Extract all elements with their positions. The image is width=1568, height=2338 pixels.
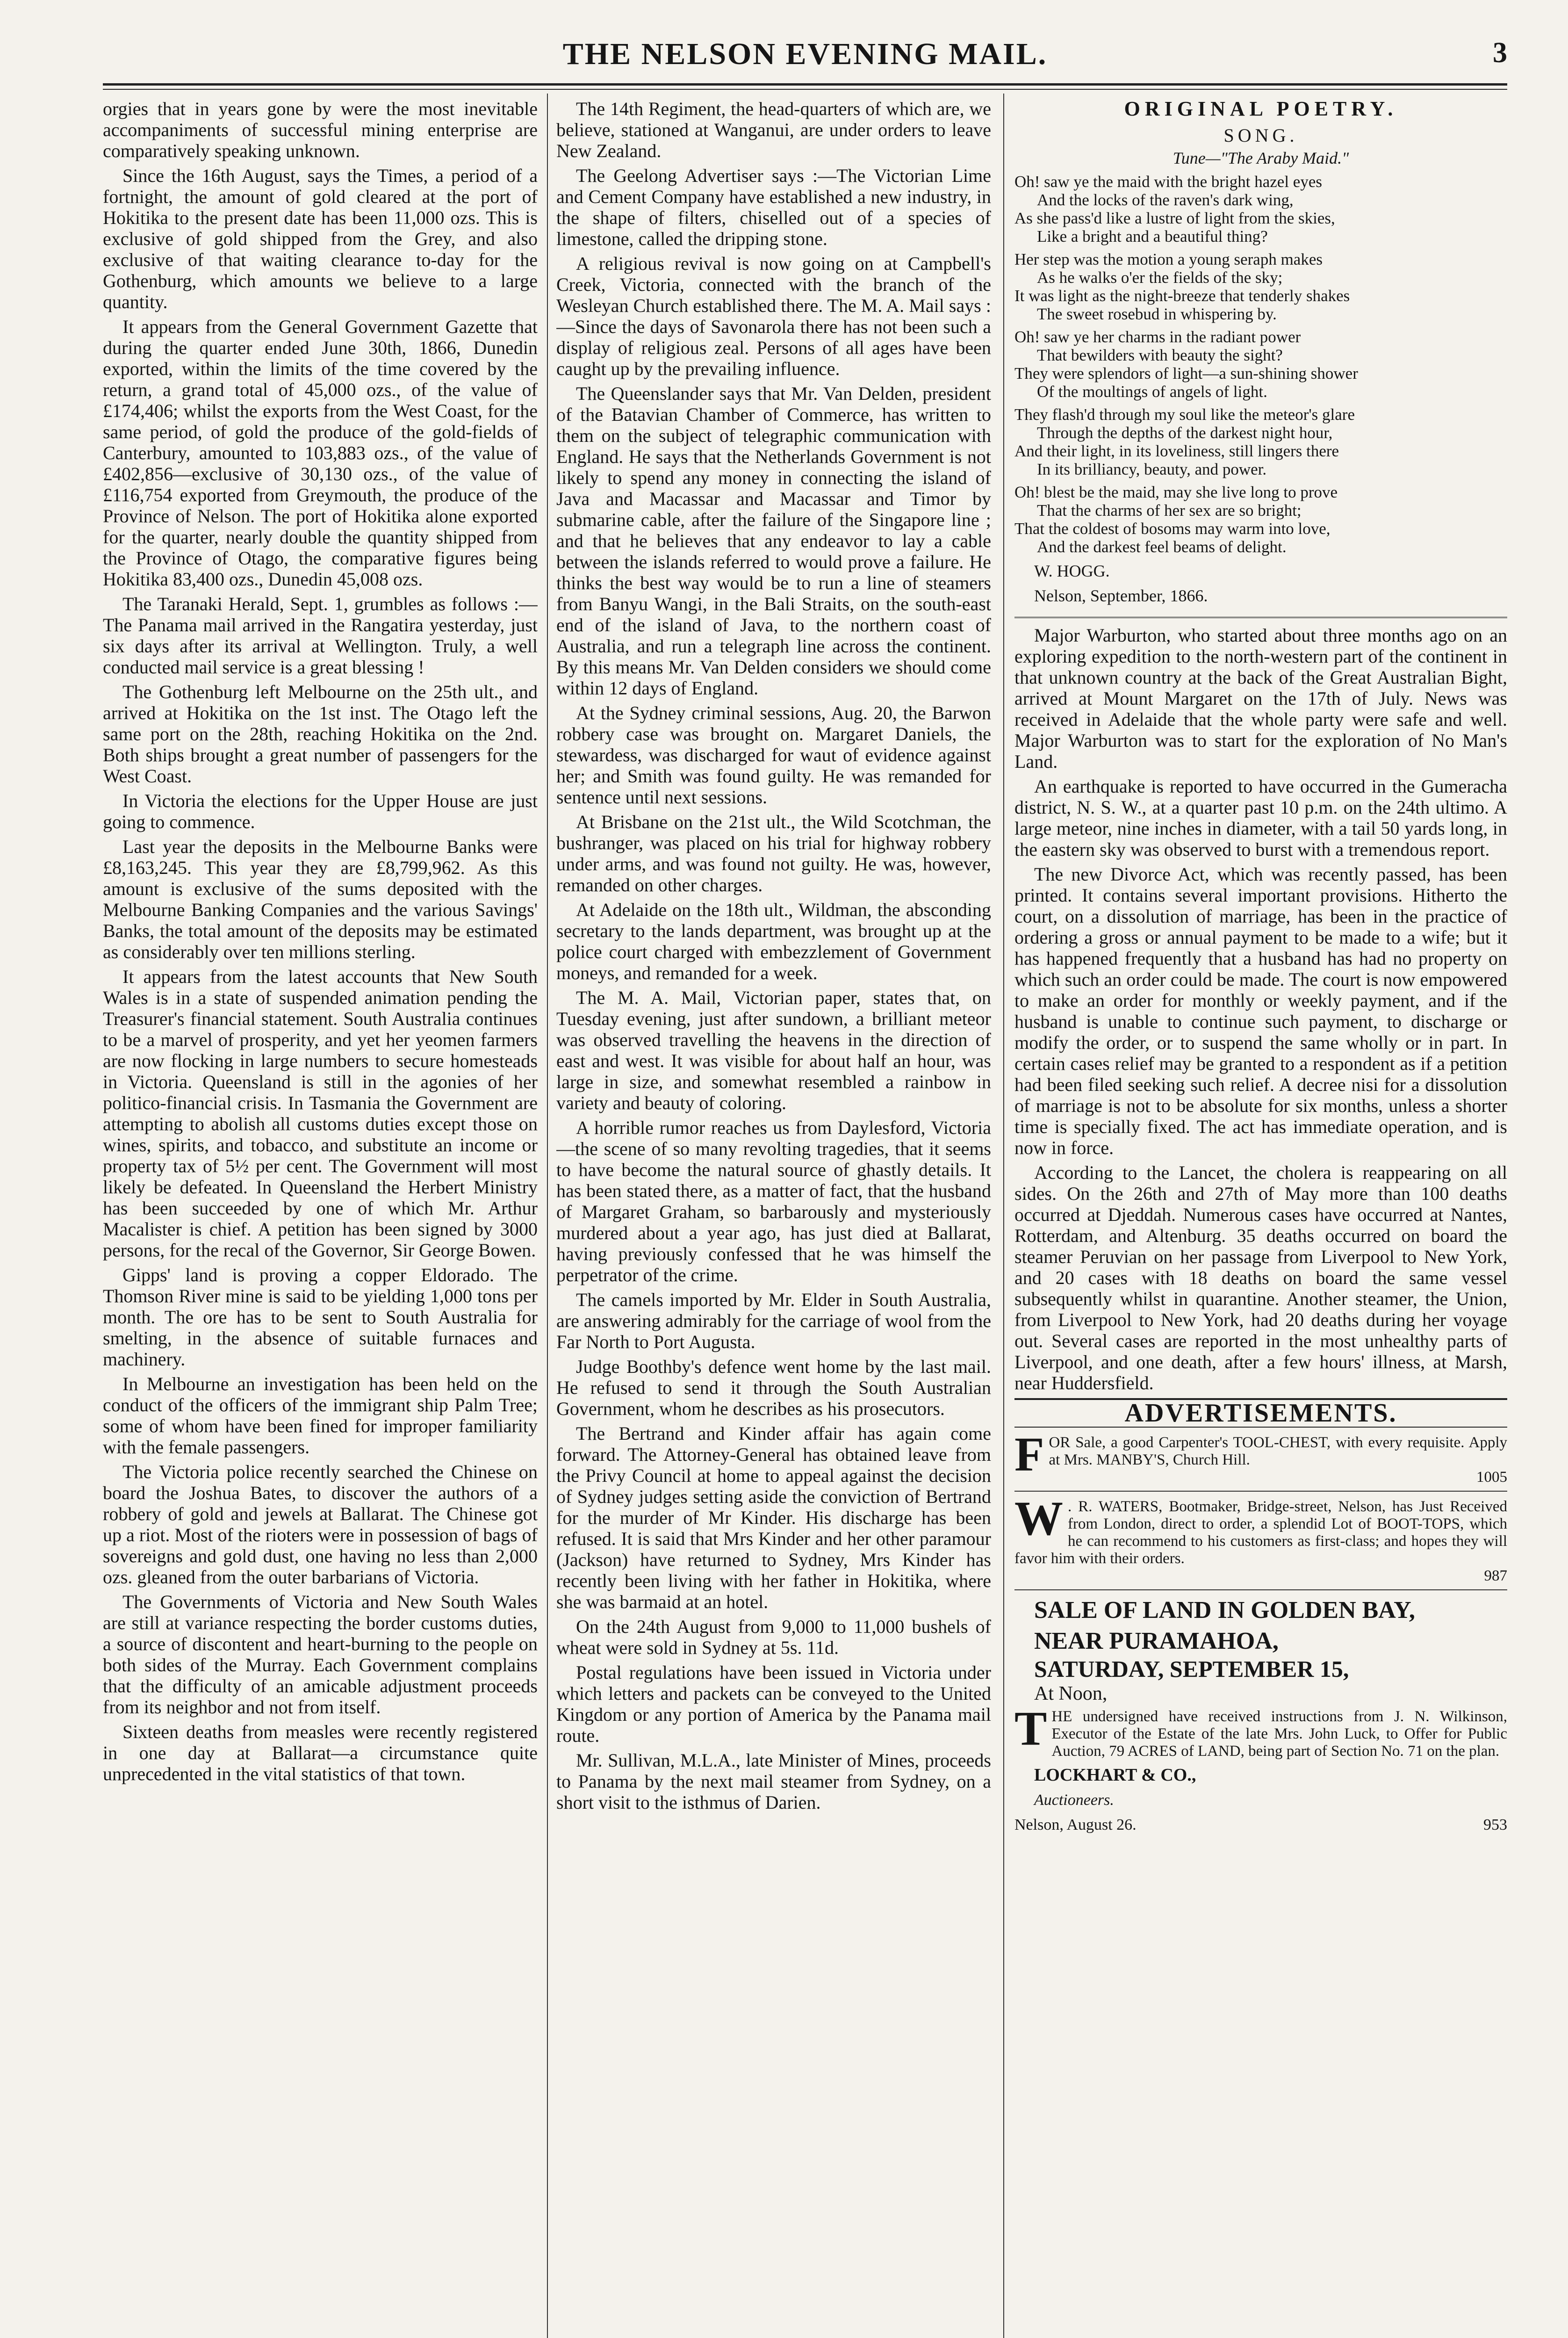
poem-line: Her step was the motion a young seraph makes (1014, 250, 1323, 268)
article-paragraph: An earthquake is reported to have occurred in the Gumeracha district, N. S. W., at a quarter past 10 p.m. on the 24th ultimo. A large meteor, nine inches in diameter, with a tail 50 yards long, in the eastern sky was observed to burst with a tremendous report. (1014, 776, 1507, 860)
sale-text: HE undersigned have received instructions from J. N. Wilkinson, Executor of the Estate of the late Mrs. John Luck, to Offer for Public Auction, 79 ACRES of LAND, being part of Section No. 71 on the plan. (1051, 1708, 1507, 1760)
poetry-section (1014, 98, 1507, 618)
poem-line: Of the moultings of angels of light. (1037, 382, 1267, 401)
article-paragraph: At Adelaide on the 18th ult., Wildman, the absconding secretary to the lands department, was brought up at the police court charged with embezzlement of Government moneys, and remanded for a week. (556, 899, 991, 983)
poem-line: That bewilders with beauty the sight? (1037, 346, 1283, 364)
page-number: 3 (1493, 37, 1507, 69)
song-title: SONG. (1223, 125, 1298, 146)
poem-verse (1014, 328, 1507, 401)
poem-author: W. HOGG. (1034, 562, 1110, 580)
sale-body (1014, 1702, 1507, 1765)
masthead (103, 36, 1507, 79)
poem-verse (1014, 405, 1507, 478)
article-paragraph: orgies that in years gone by were the most inevitable accompaniments of successful mining enterprise are comparatively speaking unknown. (103, 98, 538, 161)
poem-verse (1014, 173, 1507, 245)
poem-line: It was light as the night-breeze that tenderly shakes (1014, 287, 1350, 305)
article-paragraph: Gipps' land is proving a copper Eldorado. The Thomson River mine is said to be yielding 1,000 tons per month. The ore has to be sent to South Australia for smelting, in the absence of suitable furnaces and machinery. (103, 1264, 538, 1370)
advertisements-heading: ADVERTISEMENTS. (1014, 1398, 1507, 1428)
drop-cap: W (1014, 1492, 1063, 1545)
article-paragraph: Last year the deposits in the Melbourne Banks were £8,163,245. This year they are £8,799,962. As this amount is exclusive of the sums deposited with the Melbourne Banking Companies and the various Savings' Banks, the total amount of the deposits may be estimated as considerably over ten millions sterling. (103, 836, 538, 962)
article-paragraph: Postal regulations have been issued in Victoria under which letters and packets can be conveyed to the United Kingdom or any portion of America by the Panama mail route. (556, 1662, 991, 1746)
drop-cap: F (1014, 1428, 1044, 1481)
article-paragraph: Mr. Sullivan, M.L.A., late Minister of Mines, proceeds to Panama by the next mail steamer from Sydney, on a short visit to the isthmus of Darien. (556, 1750, 991, 1813)
article-paragraph: It appears from the General Government Gazette that during the quarter ended June 30th, 1866, Dunedin exported, within the limits of the time covered by the return, a grand total of 45,000 ozs., of the value of £174,406; whilst the exports from the West Coast, for the same period, of gold the produce of the gold-fields of Canterbury, amounted to 103,883 ozs., of the value of £402,856—exclusive of 30,130 ozs., of the value of £116,754 exported from Greymouth, the produce of the Province of Nelson. The port of Hokitika alone exported for the quarter, nearly double the quantity shipped from the Province of Otago, the comparative figures being Hokitika 83,400 ozs., Dunedin 45,008 ozs. (103, 316, 538, 590)
column-divider (1003, 94, 1004, 2338)
article-paragraph: The Governments of Victoria and New South Wales are still at variance respecting the border customs duties, a source of discontent and heart-burning to the people on both sides of the Murray. Each Government complains that the difficulty of an amicable adjustment proceeds from its neighbor and not from itself. (103, 1591, 538, 1717)
article-paragraph: A religious revival is now going on at Campbell's Creek, Victoria, connected with the branch of the Wesleyan Church established there. The M. A. Mail says :—Since the days of Savonarola there has not been such a display of religious zeal. Persons of all ages have been caught up by the prevailing influence. (556, 253, 991, 379)
article-paragraph: The M. A. Mail, Victorian paper, states that, on Tuesday evening, just after sundown, a brilliant meteor was observed travelling the heavens in the direction of east and west. It was visible for about half an hour, was large in size, and somewhat resembled a rainbow in variety and beauty of coloring. (556, 987, 991, 1113)
poem-line: That the coldest of bosoms may warm into love, (1014, 520, 1331, 538)
sale-heading: SALE OF LAND IN GOLDEN BAY, (1034, 1597, 1415, 1624)
article-paragraph: The 14th Regiment, the head-quarters of which are, we believe, stationed at Wanganui, are under orders to leave New Zealand. (556, 98, 991, 161)
advertisement-number: 953 (1483, 1816, 1507, 1833)
poem-line: The sweet rosebud in whispering by. (1037, 305, 1277, 323)
poem-line: Oh! saw ye the maid with the bright hazel eyes (1014, 173, 1322, 191)
poem-line: And the locks of the raven's dark wing, (1037, 191, 1294, 209)
article-paragraph: Major Warburton, who started about three months ago on an exploring expedition to the north-western part of the continent in that unknown country at the back of the Great Australian Bight, arrived at Mount Margaret on the 17th of July. News was received in Adelaide that the whole party were safe and well. Major Warburton was to start for the exploration of No Man's Land. (1014, 625, 1507, 772)
poem-line: Through the depths of the darkest night hour, (1037, 424, 1333, 442)
poem-verse (1014, 250, 1507, 323)
advertisement-text: OR Sale, a good Carpenter's TOOL-CHEST, with every requisite. Apply at Mrs. MANBY'S, Church Hill. (1049, 1434, 1507, 1468)
article-paragraph: The Victoria police recently searched the Chinese on board the Joshua Bates, to discover the authors of a robbery of gold and jewels at Ballarat. The Chinese got up a riot. Most of the rioters were in possession of bags of sovereigns and gold dust, one having no less than 2,000 ozs. gleaned from the outer barbarians of Victoria. (103, 1461, 538, 1588)
drop-cap: T (1014, 1702, 1047, 1755)
auctioneer-role: Auctioneers. (1034, 1791, 1114, 1809)
poem-line: Like a bright and a beautiful thing? (1037, 227, 1268, 245)
article-paragraph: A horrible rumor reaches us from Daylesford, Victoria—the scene of so many revolting tragedies, that it seems to have become the natural source of ghastly details. It has been stated there, as a matter of fact, that the husband of Margaret Graham, so barbarously and mysteriously murdered about a year ago, has just died at Ballarat, having previously confessed that he was himself the perpetrator of the crime. (556, 1117, 991, 1285)
column-1 (103, 98, 538, 2338)
newspaper-title: THE NELSON EVENING MAIL. (562, 37, 1048, 71)
poem-line: Oh! blest be the maid, may she live long to prove (1014, 483, 1338, 501)
article-paragraph: According to the Lancet, the cholera is reappearing on all sides. On the 26th and 27th of May more than 100 deaths occurred at Djeddah. Numerous cases have occurred at Nantes, Rotterdam, and Altenburg. 35 deaths occurred on board the steamer Peruvian on her passage from Liverpool to New York, and 20 cases with 18 deaths on board the same vessel subsequently whilst in quarantine. Another steamer, the Union, from Liverpool to New York, had 20 deaths during her voyage out. Several cases are reported in the most unhealthy parts of Liverpool, and one death, after a few hours' illness, at Marsh, near Huddersfield. (1014, 1162, 1507, 1393)
sale-dateline: Nelson, August 26. (1014, 1816, 1136, 1833)
land-sale-advertisement (1014, 1597, 1507, 1835)
column-divider (547, 94, 548, 2338)
column-3 (1014, 98, 1507, 2338)
advertisement (1014, 1492, 1507, 1590)
advertisement (1014, 1428, 1507, 1492)
article-paragraph: Judge Boothby's defence went home by the last mail. He refused to send it through the South Australian Government, whom he describes as his prosecutors. (556, 1356, 991, 1419)
poem-line: They flash'd through my soul like the meteor's glare (1014, 405, 1355, 424)
poem-line: That the charms of her sex are so bright; (1037, 501, 1302, 520)
article-paragraph: The new Divorce Act, which was recently passed, has been printed. It contains several important provisions. Hitherto the court, on a dissolution of marriage, has been in the practice of ordering a gross or annual payment to be made to a wife; but it has happened frequently that a husband has had no property on which such an order could be made. The court is now empowered to make an order for monthly or weekly payment, and if the husband is unable to continue such payment, to discharge or modify the order, or to suspend the same wholly or in part. In certain cases relief may be granted to a respondent as if a petition had been filed seeking such relief. A decree nisi for a dissolution of marriage is not to be absolute for six months, unless a shorter time is specially fixed. The act has immediate operation, and is now in force. (1014, 864, 1507, 1158)
article-paragraph: The Bertrand and Kinder affair has again come forward. The Attorney-General has obtained leave from the Privy Council at home to appeal against the decision of Sydney judges setting aside the conviction of Bertrand for the murder of Mr Kinder. His discharge has been refused. It is said that Mrs Kinder and her other paramour (Jackson) have returned to Sydney, Mrs Kinder has recently been living with her father in Hokitika, where she was barmaid at an hotel. (556, 1423, 991, 1612)
article-paragraph: At Brisbane on the 21st ult., the Wild Scotchman, the bushranger, was placed on his trial for highway robbery under arms, and was found not guilty. He was, however, remanded on other charges. (556, 811, 991, 895)
article-paragraph: Sixteen deaths from measles were recently registered in one day at Ballarat—a circumstance quite unprecedented in the vital statistics of that town. (103, 1721, 538, 1784)
article-paragraph: The camels imported by Mr. Elder in South Australia, are answering admirably for the carriage of wool from the Far North to Port Augusta. (556, 1289, 991, 1352)
poem-line: As she pass'd like a lustre of light from the skies, (1014, 209, 1335, 227)
article-paragraph: The Queenslander says that Mr. Van Delden, president of the Batavian Chamber of Commerce, has written to them on the subject of telegraphic communication with England. He says that the Netherlands Government is not likely to spend any money in connecting the island of Java and Macassar and Macassar and Timor by submarine cable, after the failure of the Singapore line ; and that he believes that any endeavor to lay a cable between the islands referred to would prove a failure. He thinks the best way would be to run a line of steamers from Banyu Wangi, in the Bali Straits, on the south-east end of the island of Java, to the northern coast of Australia, and run a telegraph line across the continent. By this means Mr. Van Delden considers we should come within 12 days of England. (556, 383, 991, 699)
article-paragraph: The Geelong Advertiser says :—The Victorian Lime and Cement Company have established a new industry, in the shape of filters, chiselled out of a species of limestone, called the dripping stone. (556, 165, 991, 249)
poem-line: And the darkest feel beams of delight. (1037, 538, 1287, 556)
song-tune: Tune—"The Araby Maid." (1172, 149, 1349, 167)
poem-verse (1014, 483, 1507, 556)
poem-line: In its brilliancy, beauty, and power. (1037, 460, 1267, 478)
sale-date: SATURDAY, SEPTEMBER 15, (1034, 1656, 1349, 1682)
article-paragraph: The Gothenburg left Melbourne on the 25th ult., and arrived at Hokitika on the 1st inst. The Otago left the same port on the 28th, reaching Hokitika on the 2nd. Both ships brought a great number of passengers for the West Coast. (103, 681, 538, 787)
article-paragraph: Since the 16th August, says the Times, a period of a fortnight, the amount of gold cleared at the port of Hokitika to the present date has been 11,000 ozs. This is exclusive of gold shipped from the Grey, and also exclusive of that waiting clearance to-day for the Gothenburg, which amounts we believe to a large quantity. (103, 165, 538, 312)
advertisement-text: . R. WATERS, Bootmaker, Bridge-street, Nelson, has Just Received from London, direct to order, a splendid Lot of BOOT-TOPS, which he can recommend to his customers as first-class; and hopes they will favor him with their orders. (1014, 1498, 1507, 1567)
advertisement-number: 1005 (1476, 1469, 1507, 1486)
article-paragraph: It appears from the latest accounts that New South Wales is in a state of suspended animation pending the Treasurer's financial statement. South Australia continues to be a marvel of prosperity, and yet her yeomen farmers are now flocking in large numbers to secure homesteads in Victoria. Queensland is still in the agonies of her politico-financial crisis. In Tasmania the Government are attempting to abolish all customs duties except those on wines, spirits, and tobacco, and substitute an income or property tax of 5½ per cent. The Government will most likely be defeated. In Queensland the Herbert Ministry has been succeeded by one of which Mr. Arthur Macalister is chief. A petition has been signed by 3000 persons, for the recal of the Governor, Sir George Bowen. (103, 966, 538, 1261)
masthead-rule-thin (103, 89, 1507, 90)
article-paragraph: In Victoria the elections for the Upper House are just going to commence. (103, 790, 538, 832)
auctioneer-name: LOCKHART & CO., (1034, 1765, 1196, 1785)
sale-location: NEAR PURAMAHOA, (1034, 1628, 1279, 1654)
article-paragraph: At the Sydney criminal sessions, Aug. 20, the Barwon robbery case was brought on. Margaret Daniels, the stewardess, was discharged for waut of evidence against her; and Smith was found guilty. He was remanded for sentence until next sessions. (556, 702, 991, 808)
article-paragraph: On the 24th August from 9,000 to 11,000 bushels of wheat were sold in Sydney at 5s. 11d. (556, 1616, 991, 1658)
column-2 (556, 98, 991, 2338)
sale-footer (1014, 1814, 1507, 1835)
poem-line: As he walks o'er the fields of the sky; (1037, 268, 1283, 287)
advertisement-number: 987 (1484, 1567, 1507, 1584)
poem-line: And their light, in its loveliness, still lingers there (1014, 442, 1339, 460)
poetry-heading: ORIGINAL POETRY. (1124, 98, 1398, 120)
poem-dateline: Nelson, September, 1866. (1034, 586, 1208, 605)
sale-time: At Noon, (1034, 1683, 1108, 1704)
masthead-rule (103, 83, 1507, 86)
article-paragraph: In Melbourne an investigation has been held on the conduct of the officers of the immigrant ship Palm Tree; some of whom have been fined for improper familiarity with the female passengers. (103, 1373, 538, 1458)
poem-line: They were splendors of light—a sun-shining shower (1014, 364, 1358, 382)
poem-line: Oh! saw ye her charms in the radiant power (1014, 328, 1301, 346)
article-paragraph: The Taranaki Herald, Sept. 1, grumbles as follows :—The Panama mail arrived in the Rangatira yesterday, just six days after its arrival at Wellington. Truly, a well conducted mail service is a great blessing ! (103, 593, 538, 678)
